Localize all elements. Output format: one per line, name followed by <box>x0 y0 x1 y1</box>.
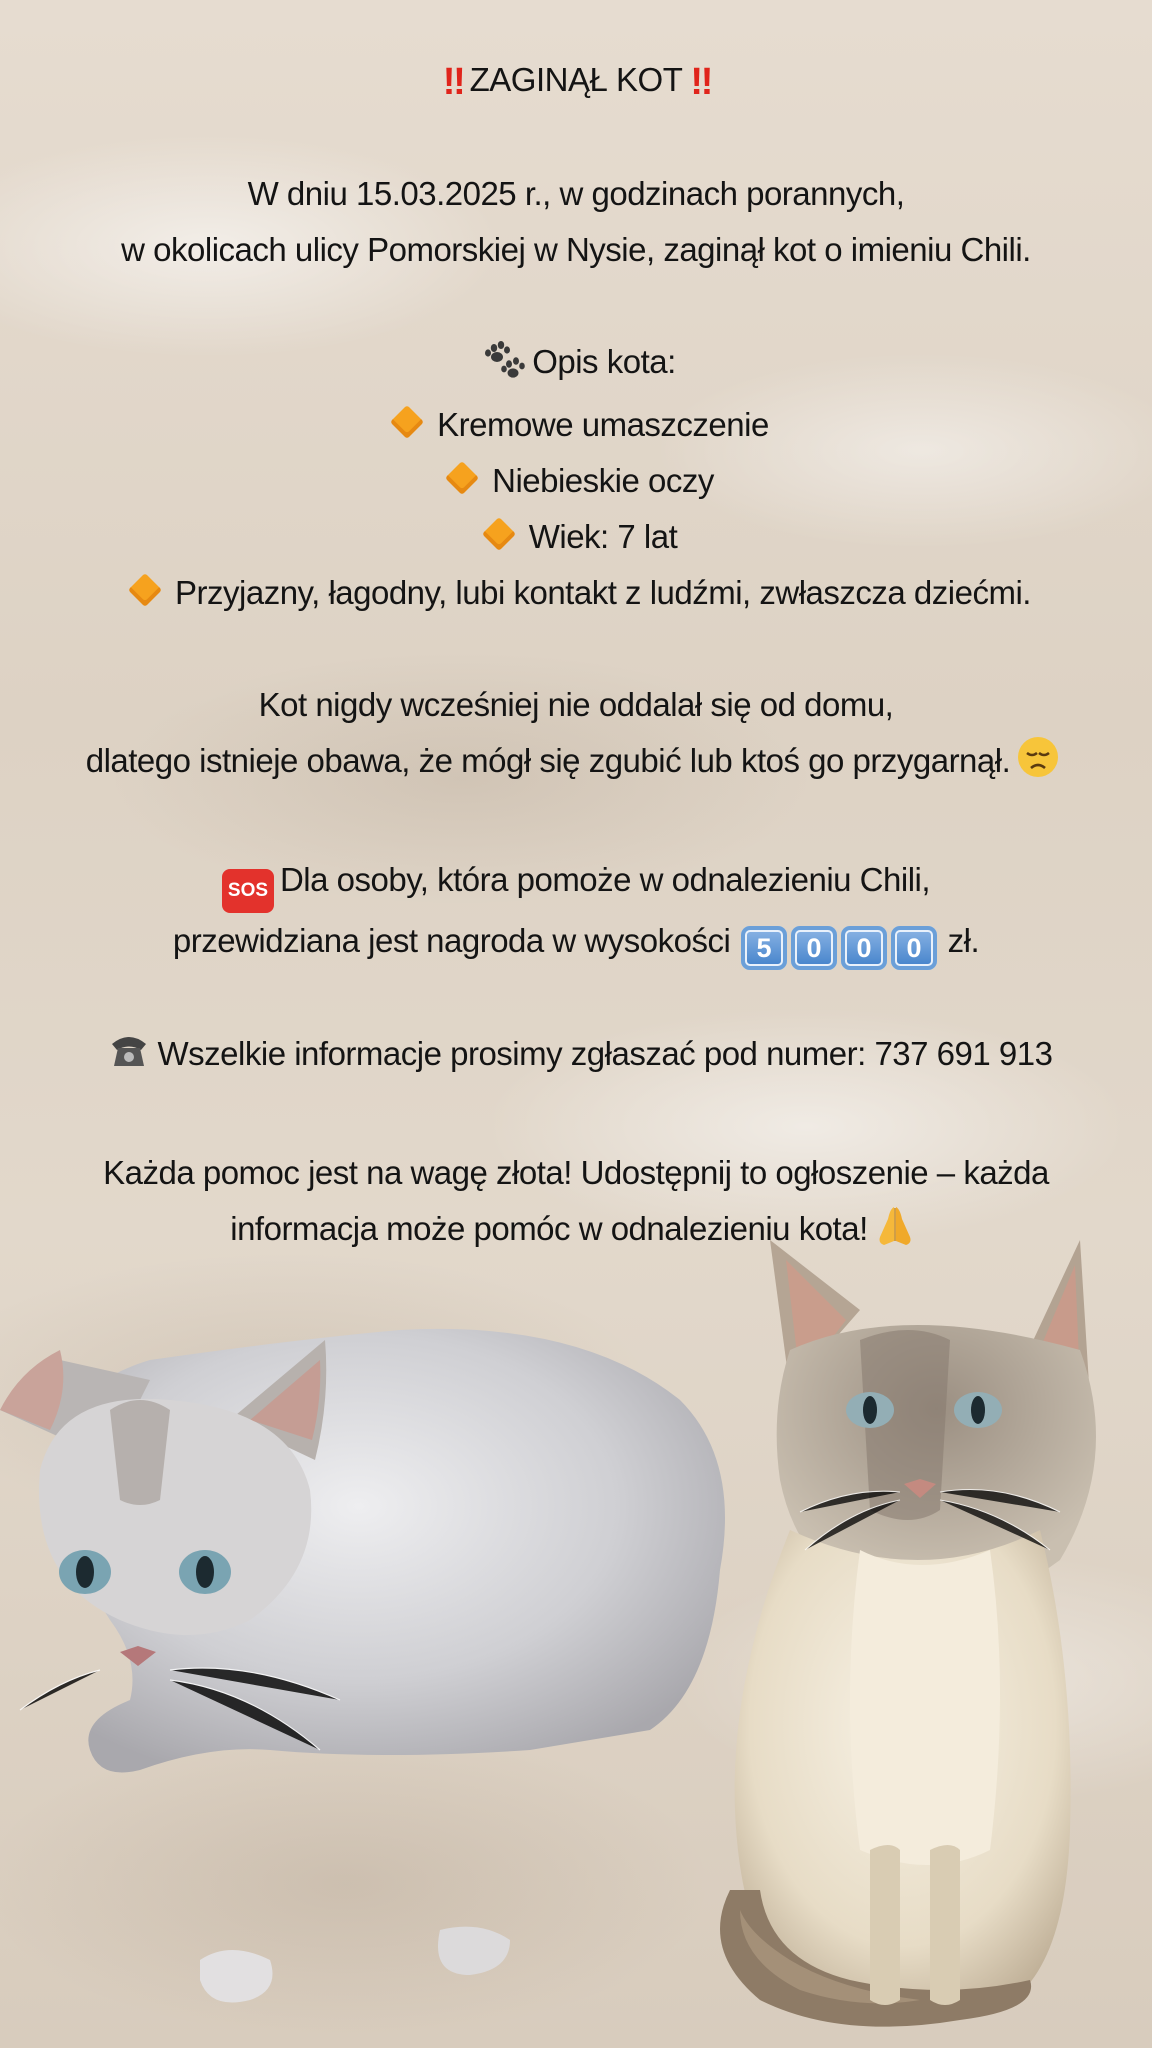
feature-text: Niebieskie oczy <box>492 462 714 499</box>
crouching-cat-photo <box>0 1329 725 2003</box>
contact-line <box>0 1026 1152 1089</box>
sitting-cat-photo <box>720 1240 1096 2027</box>
reward-currency: zł. <box>947 922 980 959</box>
poster-title: ZAGINĄŁ KOT <box>469 61 683 98</box>
description-heading: Opis kota: <box>532 343 676 380</box>
poster-text <box>0 52 1152 1264</box>
intro-line-1: W dniu 15.03.2025 r., w godzinach porannych, <box>247 175 905 212</box>
closing-text: informacja może pomóc w odnalezieniu kota! <box>230 1210 868 1247</box>
reward-line-2 <box>0 913 1152 970</box>
keycap-digit: 0 <box>891 926 937 970</box>
orange-diamond-icon <box>128 573 162 607</box>
note-line-2 <box>0 733 1152 796</box>
reward-text: Dla osoby, która pomoże w odnalezieniu Chili, <box>279 861 931 898</box>
closing-line-1: Każda pomoc jest na wagę złota! Udostępnij to ogłoszenie – każda <box>103 1154 1049 1191</box>
cat-photos <box>0 1230 1152 2048</box>
orange-diamond-icon <box>445 461 479 495</box>
intro-line-2: w okolicach ulicy Pomorskiej w Nysie, zaginął kot o imieniu Chili. <box>121 231 1031 268</box>
disappointed-face-icon <box>1016 735 1060 796</box>
feature-item <box>0 397 1152 453</box>
description-heading-line <box>0 334 1152 397</box>
feature-text: Kremowe umaszczenie <box>437 406 769 443</box>
orange-diamond-icon <box>482 517 516 551</box>
keycap-digit: 5 <box>741 926 787 970</box>
orange-diamond-icon <box>390 405 424 439</box>
feature-text: Wiek: 7 lat <box>528 518 678 555</box>
double-exclamation-icon: ‼ <box>442 61 462 103</box>
keycap-digit: 0 <box>791 926 837 970</box>
reward-prefix: przewidziana jest nagroda w wysokości <box>172 922 731 959</box>
reward-line-1 <box>0 852 1152 913</box>
feature-item <box>0 509 1152 565</box>
feature-text: Przyjazny, łagodny, lubi kontakt z ludźmi, zwłaszcza dziećmi. <box>175 574 1031 611</box>
feature-item <box>0 565 1152 621</box>
note-text: dlatego istnieje obawa, że mógł się zgubić lub ktoś go przygarnął. <box>85 742 1011 779</box>
sos-icon: SOS <box>222 869 274 913</box>
telephone-icon <box>106 1030 152 1089</box>
feature-item <box>0 453 1152 509</box>
double-exclamation-icon: ‼ <box>690 61 710 103</box>
note-line-1: Kot nigdy wcześniej nie oddalał się od domu, <box>258 686 894 723</box>
contact-text: Wszelkie informacje prosimy zgłaszać pod numer: 737 691 913 <box>157 1035 1053 1072</box>
poster-title-line <box>0 52 1152 110</box>
keycap-digit: 0 <box>841 926 887 970</box>
paw-prints-icon <box>482 340 526 397</box>
